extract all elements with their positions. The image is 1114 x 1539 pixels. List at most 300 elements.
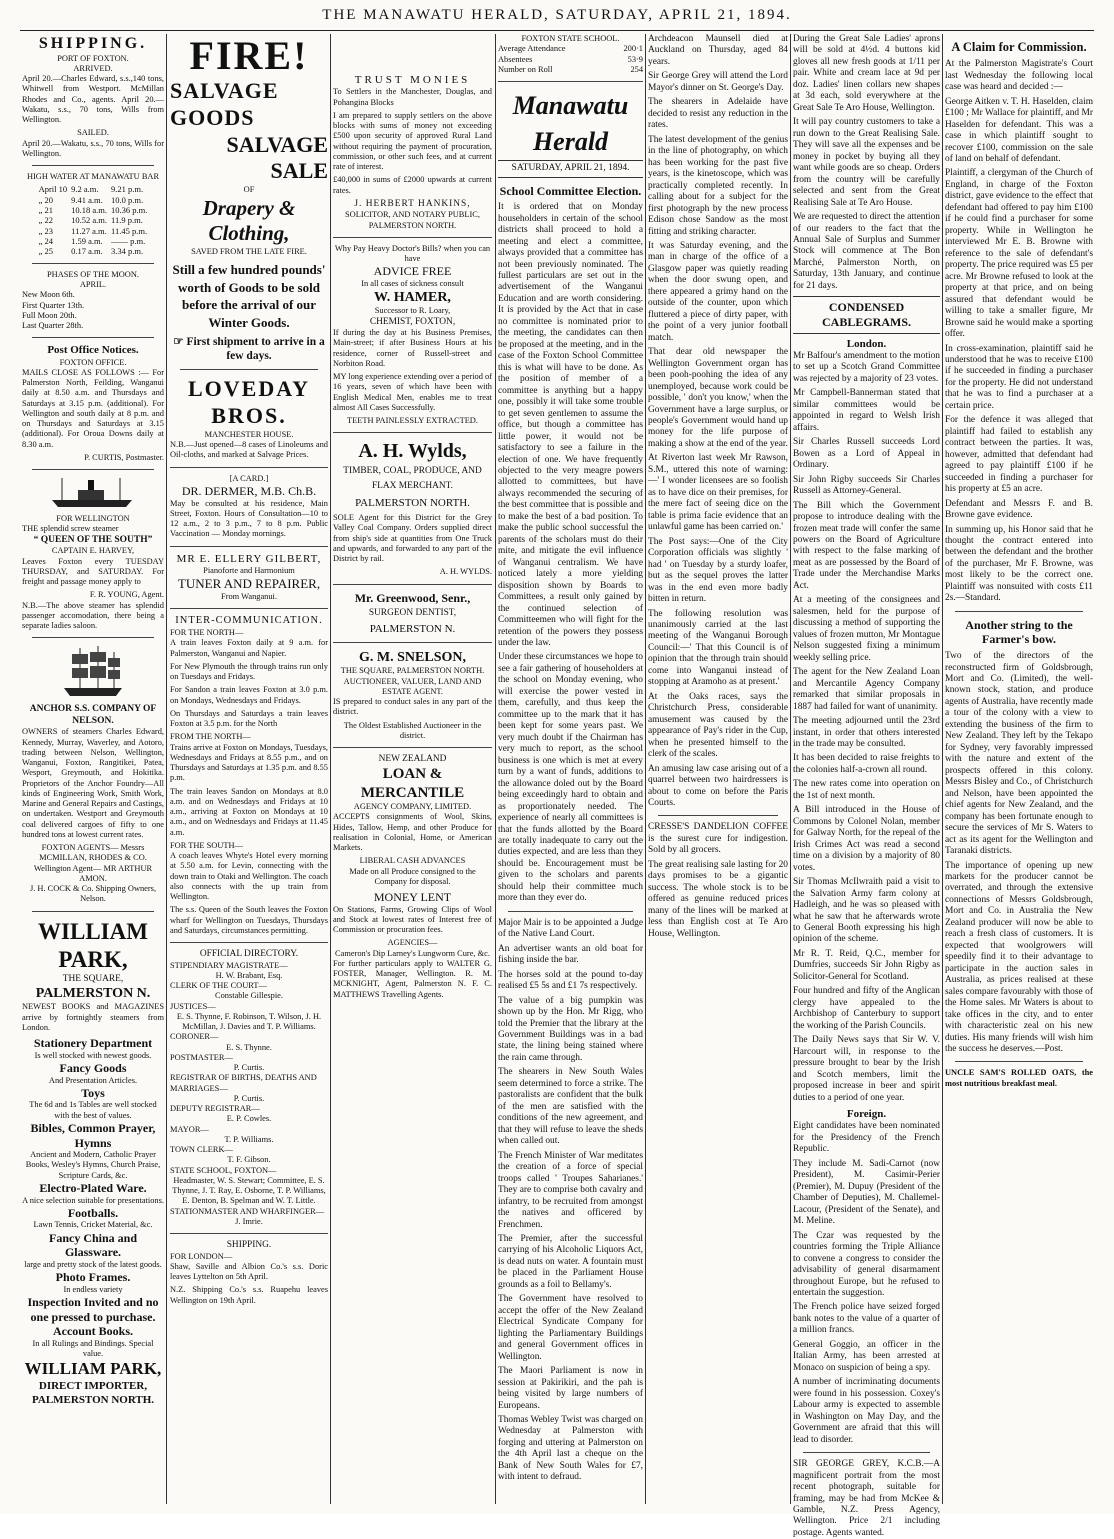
news-note: An advertiser wants an old boat for fishing inside the bar. — [498, 943, 643, 966]
saved-label: SAVED FROM THE LATE FIRE. — [191, 246, 307, 256]
william-park-item-text: A nice selection suitable for presentations. — [22, 1195, 164, 1205]
sailing-ship-icon — [58, 644, 128, 700]
farmer-paragraph: The importance of opening up new markets for the producer cannot be overrated, and through the extensive connections of Messrs Goldsbrough, Mort and Co. in Australia the New Zealand producer will now be able to reach a fresh class of customers. It is expected that woolgrowers will speedily find it to their advantage to participate in the auction sales in Australia, as prices realised at these sales compare favourably with those of the Home sales. Mr Waters is about to take offices in the city, and to enter with characteristic zeal on his new duties. His many friends will wish him the success he deserves.—Post. — [945, 860, 1093, 1054]
high-water-cell: 1.59 a.m. — [71, 236, 103, 247]
news-note: Thomas Webley Twist was charged on Wednesday at Palmerston with forging and uttering at Palmerston on the 4th April last a cheque on the Bank of New South Wales for £7, with intent to defraud. — [498, 1415, 643, 1483]
news-paragraph: Archdeacon Maunsell died at Auckland on Thursday, aged 84 years. — [648, 34, 788, 67]
anchor-agents: FOXTON AGENTS— Messrs MCMILLAN, RHODES & CO. — [39, 843, 147, 863]
column-rule — [330, 34, 331, 1504]
directory-office: REGISTRAR OF BIRTHS, DEATHS AND MARRIAGES— — [170, 1073, 317, 1093]
high-water-cell: April 10 — [38, 184, 68, 195]
foreign-cable: They include M. Sadi-Carnot (now President), M. Casimir-Perier (Premier), M. Dupuy (President of the Chamber of Deputies), M. Challemel-Lacour, (President of the Senate), and M. Meline. — [793, 1158, 940, 1227]
money-lent: MONEY LENT — [373, 890, 452, 905]
south-text-2: The s.s. Queen of the South leaves the Foxton wharf for Wellington on Tuesdays, Thursdays and Saturdays, circumstances permitting. — [170, 905, 328, 935]
inter-communication-title: INTER-COMMUNICATION. — [175, 615, 323, 627]
greenwood-name: Mr. Greenwood, Senr., — [354, 590, 471, 605]
north-text-3: For Sandon a train leaves Foxton at 3.0 p.m. on Mondays, Wednesdays and Fridays. — [170, 685, 328, 705]
loveday-nb: N.B.—Just opened—8 cases of Linoleums and Oil-cloths, and marked at Salvage Prices. — [170, 440, 328, 460]
farmer-headline: Another string to the Farmer's bow. — [965, 617, 1073, 647]
absentees-label: Absentees — [498, 54, 533, 64]
sole-agent-text: SOLE Agent for this District for the Grey Valley Coal Company. Orders supplied direct from ship's side at quantities from One Truck and upwards, and forwarded to any part of the District by rail. — [333, 513, 492, 564]
divider — [32, 637, 154, 638]
london-cable: Four hundred and fifty of the Anglican clergy have appealed to the Archbishop of Canterbury to support the working of the Parish Councils. — [793, 986, 940, 1031]
william-park-item-text: Ancient and Modern, Catholic Prayer Books, Wesley's Hymns, Church Praise, Scripture Cards, &c. — [25, 1150, 161, 1180]
snelson-name: G. M. SNELSON, — [359, 650, 466, 666]
shipping-2-title: SHIPPING. — [226, 1240, 272, 1251]
news-paragraph: Sir George Grey will attend the Lord Mayor's dinner on St. George's Day. — [648, 71, 788, 93]
liberal-cash: LIBERAL CASH ADVANCES — [359, 856, 466, 866]
claim-paragraph: In cross-examination, plaintiff said he understood that he was to receive £100 if he succeeded in finding a purchaser for the property. He did not understand that he was to find a purchaser at a certain price. — [945, 343, 1093, 411]
william-park-item-text: And Presentation Articles. — [48, 1075, 138, 1085]
directory-holder: T. P. Williams. — [224, 1134, 274, 1144]
directory-office: TOWN CLERK— — [170, 1145, 233, 1155]
captain-name: CAPTAIN E. HARVEY, — [51, 546, 135, 556]
news-note: Major Mair is to be appointed a Judge of the Native Land Court. — [498, 917, 643, 940]
moon-phase: New Moon 6th. — [22, 290, 75, 300]
claim-paragraph: In summing up, his Honor said that he thought the contract entered into between the defendant and the brother of the purchaser, Mr F. Browne, was most likely to be the correct one. Plaintiff was nonsuited with costs £11 2s.—Standard. — [945, 524, 1093, 604]
leader-para-2: Under these circumstances we hope to see a fair gathering of householders at the school on Monday evening, who will exercise the power vested in them, carefully, and thus keep the committee up to the mark that it has been kept for some years past. We very much doubt if the Chairman has very much to report, as the school business is one which is met at every turn by a want of funds, additions to the allowance doled out by the Board being exceedingly hard to obtain and as proportionately needed. The experience of nearly all committees is that the funds allotted by the Board are totally inadequate to carry out the duties expected, and are less than they should be. Encouragement must be given to the scholars and parents should help their committee much more than they ever do. — [498, 652, 643, 904]
william-park-item-title: Stationery Department — [33, 1036, 153, 1051]
divider — [170, 608, 328, 609]
column-rule — [495, 34, 496, 1504]
william-park-town: PALMERSTON N. — [35, 986, 151, 1002]
further-particulars: For further particulars apply to WALTER G. FOSTER, Manager, Wellington. R. M. MCKNIGHT, Agent, Palmerston N. F. C. MATTHEWS Travelling Agents. — [333, 958, 492, 999]
card-label: [A CARD.] — [229, 473, 269, 483]
high-water-cell: 9.2 a.m. — [71, 184, 99, 195]
divider — [32, 337, 154, 338]
london-cable: The new rates come into operation on the 1st of next month. — [793, 779, 940, 801]
trust-monies-3: £40,000 in sums of £2000 upwards at current rates. — [333, 175, 492, 195]
column-rule — [166, 34, 167, 1504]
advice-free: ADVICE FREE — [373, 264, 452, 279]
directory-office: MAYOR— — [170, 1124, 209, 1134]
directory-holder: E. S. Thynne. — [226, 1042, 272, 1052]
divider — [32, 165, 154, 166]
high-water-cell: 9.41 a.m. — [71, 194, 103, 205]
of-label: OF — [243, 185, 255, 195]
paper-date: SATURDAY, APRIL 21, 1894. — [498, 160, 643, 178]
directory-office: STATIONMASTER AND WHARFINGER— — [170, 1206, 325, 1216]
moon-list — [22, 290, 164, 331]
official-directory-title: OFFICIAL DIRECTORY. — [199, 949, 299, 960]
farmer-paragraph: Two of the directors of the reconstructed firm of Goldsbrough, Mort and Co. (Limited), the well-known stock, station, and produce agents of Australia, have recently made a tour of the colony with a view to extending the business of the firm to New Zealand. They left by the Tekapo for Sydney, very favorably impressed with the nature and extent of the prospects offered in this colony. Messrs Bisley and Co., of Christchurch and Nelson, have been appointed the chief agents for New Zealand, and the company has been fortunate enough to secure the services of Mr S. Waters to act as its agent for the Wellington and Taranaki districts. — [945, 651, 1093, 857]
agencies-text: Cameron's Dip Larney's Lungworm Cure, &c. — [335, 948, 490, 958]
william-park-item-title: Photo Frames. — [55, 1270, 131, 1285]
for-south-label: FOR THE SOUTH— — [170, 840, 243, 850]
claim-paragraph: Defendant and Messrs F. and B. Browne gave evidence. — [945, 498, 1093, 521]
first-shipment-text: First shipment to arrive in a few days. — [186, 336, 325, 363]
arrived-label: ARRIVED. — [73, 63, 113, 73]
claim-paragraphs — [945, 59, 1093, 605]
high-water-cell: 11.27 a.m. — [71, 225, 107, 236]
for-wellington-text: Leaves Foxton every TUESDAY THURSDAY, and SATURDAY. For freight and passage money apply to — [22, 556, 164, 587]
paper-logo: Manawatu Herald — [512, 91, 629, 156]
port-label: PORT OF FOXTON. — [57, 53, 129, 63]
william-park-item-title: Toys — [81, 1085, 105, 1100]
william-park-title: WILLIAM PARK, — [38, 918, 148, 972]
from-north-text-1: Trains arrive at Foxton on Mondays, Tuesdays, Wednesdays and Fridays at 8.55 p.m., and on Thursdays and Saturdays at 1.35 p.m. and 8.55 p.m. — [170, 742, 328, 783]
direct-importer: DIRECT IMPORTER, — [38, 1380, 148, 1393]
moon-month: APRIL. — [79, 280, 107, 290]
experience-text: MY long experience extending over a period of 16 years, seven of which have been with English Medical Men, enables me to treat almost All Cases Successfully. — [333, 372, 492, 412]
surgeon-dentist: SURGEON DENTIST, — [368, 608, 457, 619]
william-park-foot: WILLIAM PARK, — [24, 1359, 162, 1379]
north-text-1: A train leaves Foxton daily at 9 a.m. for Palmerston, Wanganui and Napier. — [170, 638, 328, 658]
fire-headline: FIRE! — [189, 33, 309, 78]
london-cable: The agent for the New Zealand Loan and Mercantile Agency Company remarked that similar proposals in 1887 had failed for want of unanimity. — [793, 667, 940, 712]
agencies-label: AGENCIES— — [387, 938, 438, 948]
claim-paragraph: George Aitken v. T. H. Haselden, claim £100 ; Mr Wallace for plaintiff, and Mr Haselden for defendant. This was a case in which plaintiff sought to recover £100, commission on the sale of land on behalf of defendant. — [945, 96, 1093, 164]
william-park-item-title: Bibles, Common Prayer, Hymns — [30, 1120, 156, 1150]
london-heading: London. — [846, 337, 887, 350]
high-water-cell: „ 24 — [38, 236, 53, 247]
news-paragraph: The following resolution was unanimously carried at the last meeting of the Wanganui Borough Council:—' That this Council is of opinion that the through train should come into Wanganui instead of stopping at Aramoho as at present.' — [648, 608, 788, 688]
london-paragraphs — [793, 351, 940, 1104]
divider — [32, 263, 154, 264]
london-cable: Mr Balfour's amendment to the motion to set up a Scotch Grand Committee was rejected by a majority of 23 votes. — [793, 350, 940, 384]
hankins-town: PALMERSTON NORTH. — [368, 220, 457, 230]
farmer-paragraphs — [945, 651, 1093, 1055]
leader-headline: School Committee Election. — [499, 183, 642, 198]
drapery-clothing: Drapery & Clothing, — [202, 195, 296, 246]
news-note: The value of a big pumpkin was shown up by the Hon. Mr Rigg, who told the Premier that the library at the Government Buildings was in a bad state, the lining being stained where the rain came through. — [498, 995, 643, 1063]
chemist-foxton: CHEMIST, FOXTON, — [369, 316, 456, 327]
post-office-sub: FOXTON OFFICE. — [59, 357, 127, 367]
north-text-2: For New Plymouth the through trains run only on Tuesdays and Fridays. — [170, 661, 328, 682]
divider — [32, 911, 154, 912]
directory-holder: P. Curtis. — [233, 1063, 265, 1073]
absentees-value: 53·9 — [627, 54, 643, 64]
sale-paragraph: It will pay country customers to take a run down to the Great Realising Sale. They will save all the expenses and be money in pocket by buying all they want while goods are so cheap. Orders from the country will be carefully selected and sent from the Great Realising Sale at Te Aro House. — [793, 117, 940, 208]
william-park-item-title: Inspection Invited and no one pressed to purchase. — [27, 1295, 159, 1324]
anchor-agent2: Wellington Agent— MR ARTHUR AMON. — [33, 863, 153, 883]
doctor-text: May be consulted at his residence, Main Street, Foxton. Hours of Consultation—10 to 12 a.m., 2 to 3 p.m., 7 to 8 p.m. Public Vaccination — Monday mornings. — [170, 498, 328, 539]
post-office-sign: P. CURTIS, Postmaster. — [84, 452, 164, 462]
for-london-label: FOR LONDON— — [170, 1251, 233, 1261]
steamer-icon — [48, 476, 138, 510]
news-note: The shearers in New South Wales seem determined to force a strike. The pastoralists are confident that the bulk of the men are satisfied with the conditions of the new agreement, and that they will refuse to leave the sheds when called out. — [498, 1067, 643, 1147]
high-water-cell: 3.34 p.m. — [111, 246, 144, 257]
william-park-item-text: large and pretty stock of the latest goods. — [24, 1259, 162, 1269]
london-cable: The Bill which the Government propose to introduce dealing with the frozen meat trade will confer the same powers on the Board of Agriculture with respect to the false marking of meat as are possessed by the Board of Trade under the Merchandise Marks Act. — [793, 500, 940, 591]
directory-holder: P. Curtis. — [233, 1093, 265, 1103]
column-5 — [648, 34, 788, 1504]
news-paragraph: At the Oaks races, says the Christchurch Press, considerable amusement was caused by the appearance of Pay's rider in the Cup, when he presented himself to the clerk of the scales. — [648, 691, 788, 760]
high-water-cell: 10.52 a.m. — [71, 215, 108, 226]
anchor-text: OWNERS of steamers Charles Edward, Kennedy, Murray, Waverley, and Aotoro, trading between Nelson, Wellington, Wanganui, Foxton, Rangitikei, Patea, Wesport, Greymouth, and Hokitika. Proprietors of the Anchor Foundry—All kinds of Engineering Work, Smith Work, Marine and General Repairs and Castings, on undertaken. Westport and Greymouth coal delivered cargoes of fifty to one hundred tons at lowest current rates. — [22, 727, 164, 839]
william-park-item-text: In all Rulings and Bindings. Special value. — [32, 1338, 154, 1359]
claim-paragraph: Plaintiff, a clergyman of the Church of England, in charge of the Foxton district, gave evidence to the effect that defendant had offered to pay him £100 if he could find a purchaser for some property. While in Wellington he interviewed Mr E. B. Browne with reference to the sale of defendant's property. The price required was £5 per acre. Mr Browne refused to look at the property at that price, and on being assured that defendant would be willing to take a smaller figure, Mr Browne said he would make a sporting offer. — [945, 168, 1093, 340]
claim-headline: A Claim for Commission. — [951, 40, 1087, 54]
high-water-cell: 11.9 p.m. — [111, 215, 143, 226]
trust-monies-title: TRUST MONIES — [354, 74, 471, 86]
money-text: On Stations, Farms, Growing Clips of Wool and Stock at lowest rates of Interest free of Commission or procuration fees. — [333, 904, 492, 935]
wylds-sub: TIMBER, COAL, PRODUCE, AND FLAX MERCHANT. — [343, 465, 482, 491]
high-water-row — [37, 226, 150, 236]
divider — [333, 584, 492, 585]
column-1 — [22, 34, 164, 1504]
news-note: The Government have resolved to accept the offer of the New Zealand Electrical Syndicate Company for lighting the Parliamentary Buildings and general Government offices in Wellington. — [498, 1294, 643, 1362]
cablegrams-title: CONDENSED CABLEGRAMS. — [793, 296, 940, 333]
hamer-name: W. HAMER, — [374, 290, 451, 306]
divider — [170, 467, 328, 468]
pointing-hand-icon: ☞ — [173, 336, 187, 349]
news-note: The Premier, after the successful carrying of his Alcoholic Liquors Act, is dead nuts on water. A fountain must be placed in the Parliament House grounds as a foil to Bellamy's. — [498, 1233, 643, 1290]
column-rule — [790, 34, 791, 1504]
from-north-label: FROM THE NORTH— — [170, 732, 251, 742]
divider — [508, 911, 633, 912]
william-park-news: NEWEST BOOKS and MAGAZINES arrive by fortnightly steamers from London. — [22, 1002, 164, 1032]
directory-office: CLERK OF THE COURT— — [170, 981, 267, 991]
high-water-cell: „ 25 — [38, 246, 53, 257]
trust-monies-2: I am prepared to supply settlers on the above blocks with sums of money not exceeding £500 upon security of approved Rural Land without requiring the payment of procuration, commission, or other such fees, and at current rate of interest. — [333, 110, 492, 172]
roll-row — [498, 65, 643, 75]
high-water-row — [37, 246, 150, 256]
william-park-item-text: The 6d and 1s Tables are well stocked with the best of values. — [29, 1100, 157, 1120]
divider — [32, 469, 154, 470]
leader-para-1: It is ordered that on Monday householders in certain of the school districts shall proceed to hold a meeting and elect a committee, always provided that a committee has not been previously nominated. The fullest particulars are set out in the advertisement of the Wanganui Education and are worth considering. It is provided by the Act that in case no committee is nominated prior to the meeting, the candidates can then be proposed at the meeting, and in the case of the Foxton School Committee this is what will have to be done. As the position of member of a committee is anything but a happy one, possibly it will take some trouble to get seven gentlemen to assume the office, but though a committee has little power, it would not be satisfactory to see a failure in the election of one. We have frequently objected to the very meagre powers allotted to committees, but have always recommended the securing of the best committee that is possible and to make the best of a bad position. To make the public school successful the parents of the scholars must do their mite, and mitigate the evil influence of Wanganui centralism. We have noticed lately a more yielding disposition shown by Boards to Committees, a result only gained by the continued selection of Committeemen who will fight for the retention of the powers they possess under the law. — [498, 202, 643, 649]
london-cable: Mr R. T. Reid, Q.C., member for Dumfries, succeeds Sir John Rigby as Solicitor-General for Scotland. — [793, 948, 940, 982]
high-water-cell: „ 20 — [38, 194, 53, 205]
from-north-text-2: The train leaves Sandon on Mondays at 8.0 a.m. and on Wednesdays and Fridays at 10 a.m., arriving at Foxton on Mondays at 10 a.m., and on Wednesdays and Fridays at 11.45 a.m. — [170, 786, 328, 837]
london-cable: A Bill introduced in the House of Commons by Colonel Nolan, member for Galway North, for the repeal of the Irish Crimes Act was read a second time on a division by a majority of 80 votes. — [793, 805, 940, 873]
directory-office: CORONER— — [170, 1032, 219, 1042]
divider — [333, 642, 492, 643]
agent-sign: F. R. YOUNG, Agent. — [89, 590, 164, 600]
loveday-bros: LOVEDAY BROS. — [188, 376, 310, 429]
high-water-cell: 10.0 p.m. — [111, 194, 144, 205]
london-cable: At a meeting of the consignees and salesmen, held for the purpose of discussing a method of supporting the values of frozen mutton, Mr Montague Nelson suggested fixing a minimum weekly selling price. — [793, 595, 940, 663]
column-3 — [333, 34, 492, 1504]
column-4 — [498, 34, 643, 1504]
moon-phase: Last Quarter 28th. — [22, 321, 84, 331]
william-park-items — [22, 1036, 164, 1359]
sale-paragraph: During the Great Sale Ladies' aprons will be sold at 4½d. 4 buttons kid gloves all new fresh goods at 1/11 per pair. White and cream lace at 9d per doz. Ladies' linen collars new shapes at 3d each, sold everywhere at the Great Sale Te Aro House, Wellington. — [793, 34, 940, 113]
gilbert-name: MR E. ELLERY GILBERT, — [176, 552, 322, 565]
attendance-value: 200·1 — [623, 44, 643, 54]
official-directory-list — [170, 961, 328, 1228]
few-hundred: Still a few hundred pounds' worth of Goods to be sold before the arrival of our Winter Goods. — [172, 262, 326, 330]
divider — [170, 546, 328, 547]
divider — [170, 1233, 328, 1234]
directory-office: STATE SCHOOL, FOXTON— — [170, 1165, 277, 1175]
for-wellington-nb: N.B.—The above steamer has splendid passenger accomodation, there being a separate ladies saloon. — [22, 600, 164, 631]
london-cable: The meeting adjourned until the 23rd instant, in order that others interested in the trade may be consulted. — [793, 716, 940, 749]
directory-office: JUSTICES— — [170, 1001, 216, 1011]
william-park-item-title: Electro-Plated Ware. — [39, 1180, 147, 1195]
london-cable: Sir Thomas McIlwraith paid a visit to the Salvation Army farm colony at Hadleigh, and he was so pleased with what he saw that he afterwards wrote to General Booth expressing his high opinion of the scheme. — [793, 877, 940, 945]
column-rule — [645, 34, 646, 1504]
shipping-title: SHIPPING. — [38, 35, 148, 52]
news-notes — [498, 918, 643, 1484]
loan-mercantile: LOAN & MERCANTILE — [360, 766, 465, 801]
directory-holder: H. W. Brabant, Esq. — [215, 970, 283, 980]
foreign-cable: General Goggio, an officer in the Italian Army, has been arrested at Monaco on suspicion of being a spy. — [793, 1339, 940, 1373]
foreign-cable: The Czar was requested by the countries forming the Triple Alliance to convene a congress to consider the advisability of general disarmament throughout Europe, but he refused to entertain the suggestion. — [793, 1230, 940, 1298]
first-shipment — [170, 335, 328, 363]
why-pay: Why Pay Heavy Doctor's Bills? when you can have — [334, 243, 491, 264]
divider — [170, 942, 328, 943]
william-park-item-text: In endless variety — [63, 1284, 123, 1294]
liberal-text: Made on all Produce consigned to the Company for disposal. — [349, 866, 476, 886]
high-water-row — [37, 205, 150, 215]
divider — [955, 611, 1083, 612]
high-water-row — [37, 215, 150, 225]
directory-holder: Constable Gillespie. — [215, 991, 283, 1001]
gilbert-sub: Pianoforte and Harmonium — [203, 565, 295, 575]
london-cable: Mr Campbell-Bannerman stated that similar committees would be appointed in regard to Welsh Irish affairs. — [793, 388, 940, 433]
high-water-cell: —— p.m. — [111, 236, 146, 247]
claim-paragraph: At the Palmerston Magistrate's Court last Wednesday the following local case was heard and decided :— — [945, 59, 1093, 93]
london-cable: Sir Charles Russell succeeds Lord Bowen as a Lord of Appeal in Ordinary. — [793, 437, 940, 471]
doctor-name: DR. DERMER, M.B. Ch.B. — [181, 483, 317, 498]
directory-holder: T. F. Gibson. — [227, 1155, 271, 1165]
william-park-item-title: Fancy Goods — [59, 1060, 127, 1075]
high-water-row — [37, 184, 150, 194]
masthead: THE MANAWATU HERALD, SATURDAY, APRIL 21, 1894. — [322, 7, 792, 23]
for-north-label: FOR THE NORTH— — [170, 628, 244, 638]
news-paragraph: The Post says:—One of the City Corporation officials was slightly ' had ' on Tuesday by a sturdy loafer, but as the sequel proves the latter was in the end even more badly bitten in return. — [648, 536, 788, 605]
salvage-goods: SALVAGE GOODS — [170, 78, 279, 130]
directory-holder: Headmaster, W. S. Stewart; Committee, E. S. Thynne, J. T. Ray, E. Osborne, T. P. Williams, E. Denton, B. Spelman and W. T. Little. — [172, 1175, 326, 1206]
news-paragraphs — [648, 34, 788, 809]
uncle-sams-oats: UNCLE SAM'S ROLLED OATS, the most nutritious breakfast meal. — [945, 1068, 1093, 1088]
william-park-square: THE SQUARE, — [62, 973, 124, 984]
claim-paragraph: For the defence it was alleged that plaintiff had failed to establish any contract between the parties. It was, however, admitted that defendant had agreed to pay plaintiff £100 if he succeeded in finding a purchaser for his property at £5 an acre. — [945, 415, 1093, 495]
news-paragraph: That dear old newspaper the Wellington Government organ has been pooh-poohing the idea of any unemployed, because work could be possible, ' don't you know,' when the Government have a large surplus, or people's Government would hand up money for the life purpose of making a show at the end of the year. — [648, 347, 788, 449]
high-water-cell: „ 23 — [38, 225, 53, 236]
wylds-name: A. H. Wylds, — [358, 440, 467, 463]
grey-portrait: SIR GEORGE GREY, K.C.B.—A magnificent portrait from the most recent photograph, suitable for framing, may be had from McKee & Gamble, N.Z. Press Agency, Wellington. Price 2/1 including postage. Agents wanted. — [793, 1459, 940, 1538]
directory-office: DEPUTY REGISTRAR— — [170, 1104, 260, 1114]
directory-office: POSTMASTER— — [170, 1052, 233, 1062]
realising-sale: The great realising sale lasting for 20 days promises to be a gigantic success. The whole stock is to be offered as genuine reduced prices many of the lines will be marked at less than English cost at Te Aro House, Wellington. — [648, 859, 788, 939]
divider — [333, 747, 492, 748]
high-water-row — [37, 236, 150, 246]
snelson-auctioneer: AUCTIONEER, VALUER, LAND AND ESTATE AGENT. — [343, 676, 482, 696]
salvage-sale: SALVAGE SALE — [226, 131, 328, 184]
column-2 — [170, 34, 328, 1504]
gilbert-tuner: TUNER AND REPAIRER, — [177, 576, 321, 592]
divider — [333, 237, 492, 238]
divider — [498, 81, 643, 82]
high-water-cell: 10.36 p.m. — [111, 204, 148, 215]
post-office-title: Post Office Notices. — [47, 344, 139, 357]
column-6 — [793, 34, 940, 1538]
roll-label: Number on Roll — [498, 64, 553, 74]
south-text-1: A coach leaves Whyte's Hotel every morning at 5.50 a.m. for Levin, connecting with the down train to Otaki and Wellington. The coach also connects with the up train from Wellington. — [170, 851, 328, 902]
teeth-extracted: TEETH PAINLESSLY EXTRACTED. — [347, 416, 478, 426]
north-text-4: On Thursdays and Saturdays a train leaves Foxton at 3.5 p.m. for the North — [170, 708, 328, 729]
gilbert-from: From Wanganui. — [221, 592, 277, 602]
steamer-name: “ QUEEN OF THE SOUTH” — [33, 534, 153, 545]
foreign-cable: The French police have seized forged bank notes to the value of a quarter of a million francs. — [793, 1302, 940, 1336]
high-water-title: HIGH WATER AT MANAWATU BAR — [26, 172, 160, 182]
divider — [333, 432, 492, 433]
masthead-rule — [20, 30, 1094, 31]
column-rule — [942, 34, 943, 1504]
sailed-text: April 20.—Wakatu, s.s., 70 tons, Wills for Wellington. — [22, 138, 164, 158]
anchor-sign: J. H. COCK & Co. Shipping Owners, Nelson. — [29, 884, 157, 904]
arrived-text: April 20.—Charles Edward, s.s.,140 tons, Whitwell from Westport. McMillan Rhodes and Co., agents. April 20.—Wakatu, s.s., 70 tons, Wills from Wellington. — [22, 74, 164, 125]
greenwood-town: PALMERSTON N. — [369, 622, 456, 635]
for-wellington-intro: THE splendid screw steamer — [22, 524, 119, 534]
directory-holder: J. Imrie. — [235, 1216, 263, 1226]
hankins-sub: SOLICITOR, AND NOTARY PUBLIC, — [345, 210, 480, 220]
cresse-coffee: CRESSE'S DANDELION COFFEE is the surest cure for indigestion. Sold by all grocers. — [648, 822, 788, 856]
high-water-cell: 10.18 a.m. — [71, 204, 108, 215]
shipping-2-text-1: Shaw, Saville and Albion Co.'s s.s. Doric leaves Lyttelton on 5th April. — [170, 1261, 328, 1282]
foreign-cable: A number of incriminating documents were found in his possession. Coxey's Labour army is expected to assemble in Washington on May Day, and the Government are afraid that this will lead to disorder. — [793, 1377, 940, 1445]
divider — [803, 1452, 930, 1453]
attendance-label: Average Attendance — [498, 44, 566, 54]
news-paragraph: At Riverton last week Mr Rawson, S.M., uttered this note of warning:—' I wonder licensees are so foolish as to have dice on their premises, for the mere fact of seeing dice on the table is prima facie evidence that an unlawful game has been carried on.' — [648, 453, 788, 533]
high-water-cell: „ 21 — [38, 204, 53, 215]
news-paragraph: It was Saturday evening, and the man in charge of the office of a Glasgow paper was quietly reading when the door swung open, and there appeared a grimy hand on the outside of the counter, upon which fluttered a piece of dirty paper, with the point of a very junior football match. — [648, 240, 788, 343]
news-note: The horses sold at the pound to-day realised £5 5s and £1 7s respectively. — [498, 969, 643, 992]
hamer-sub: Successor to R. Loary, — [374, 306, 451, 316]
high-water-cell: 9.21 p.m. — [111, 184, 144, 195]
roll-value: 254 — [630, 64, 643, 74]
school-title: FOXTON STATE SCHOOL. — [521, 34, 620, 43]
column-7 — [945, 34, 1093, 1504]
hamer-text: If during the day at his Business Premises, Main-street; if after Business Hours at his residence, corner of Russell-street and Norbiton Road. — [333, 328, 492, 368]
london-cable: Sir John Rigby succeeds Sir Charles Russell as Attorney-General. — [793, 474, 940, 497]
agency-company: AGENCY COMPANY, LIMITED. — [353, 802, 472, 812]
attendance-row — [498, 44, 643, 54]
moon-phase: First Quarter 13th. — [22, 300, 85, 310]
william-park-item-title: Footballs. — [67, 1205, 119, 1220]
sailed-label: SAILED. — [77, 128, 109, 138]
sale-paragraphs — [793, 34, 940, 292]
high-water-cell: „ 22 — [38, 215, 53, 226]
london-cable: It has been decided to raise freights to the colonies half-a-crown all round. — [793, 753, 940, 775]
divider — [180, 369, 318, 370]
william-park-item-title: Fancy China and Glassware. — [48, 1230, 138, 1260]
anchor-title: ANCHOR S.S. COMPANY OF NELSON. — [29, 704, 157, 726]
news-paragraph: The shearers in Adelaide have decided to resist any reduction in the rates. — [648, 97, 788, 131]
manchester-house: MANCHESTER HOUSE. — [204, 429, 294, 439]
high-water-cell: 0.17 a.m. — [71, 246, 103, 257]
high-water-table — [37, 184, 150, 257]
moon-phase: Full Moon 20th. — [22, 310, 77, 320]
foreign-heading: Foreign. — [846, 1108, 887, 1121]
news-note: The French Minister of War meditates the creation of a force of special troops called ' Troupes Saharianes.' They are to comprise both cavalry and infantry, to be recruited from amongst the natives and officered by Frenchmen. — [498, 1150, 643, 1230]
directory-holder: E. S. Thynne, F. Robinson, T. Wilson, J. H. McMillan, J. Davies and T. P. Williams. — [176, 1011, 322, 1032]
william-park-item-text: Is well stocked with newest goods. — [34, 1050, 152, 1060]
wylds-sign: A. H. WYLDS. — [439, 567, 492, 577]
nz-label: NEW ZEALAND — [378, 754, 447, 765]
sale-paragraph: We are requested to direct the attention of our readers to the fact that the Annual Sale of Surplus and Summer Stock will commence at The Bon Marché, Palmerston North, on Saturday, 13th January, and continue for 21 days. — [793, 212, 940, 291]
snelson-text: IS prepared to conduct sales in any part of the district. — [333, 697, 492, 717]
all-cases: In all cases of sickness consult — [361, 279, 464, 288]
divider — [658, 815, 778, 816]
trust-monies-1: To Settlers in the Manchester, Douglas, and Pohangina Blocks — [333, 87, 492, 107]
post-office-text: MAILS CLOSE AS FOLLOWS :— For Palmerston North, Feilding, Wanganui daily at 8.50 a.m. and Thursdays and Saturdays at 3.15 p.m. (additional). For Wellington and south daily at 8 p.m. and on Thursdays and Saturdays at 3.15 (additional). For Oroua Downs daily at 8.30 a.m. — [22, 367, 164, 449]
london-cable: The Daily News says that Sir W. V. Harcourt will, in response to the pressure brought to bear by the Irish and Scotch members, limit the proposed increase in beer and spirit duties to a period of one year. — [793, 1035, 940, 1103]
for-wellington-title: FOR WELLINGTON — [56, 514, 130, 524]
foreign-cable: Eight candidates have been nominated for the Presidency of the French Republic. — [793, 1121, 940, 1155]
william-park-item-text: Lawn Tennis, Cricket Material, &c. — [33, 1220, 153, 1230]
snelson-sub: THE SQUARE, PALMERSTON NORTH. — [340, 666, 485, 676]
directory-office: STIPENDIARY MAGISTRATE— — [170, 960, 288, 970]
agency-text: ACCEPTS consignments of Wool, Skins, Hides, Tallow, Hemp, and other Produce for realisation in Colonial, Home, or American Markets. — [333, 812, 492, 853]
snelson-oldest: The Oldest Established Auctioneer in the district. — [343, 720, 482, 740]
directory-holder: E. P. Cowles. — [226, 1114, 272, 1124]
absentees-row — [498, 55, 643, 65]
news-paragraph: The latest development of the genius in the line of photography, on which has been working for the past five years, is the kinetoscope, which was practically completed recently. In calling about for a subject for the first photograph by the new process Edison chose Sandow as the most fitting and striking character. — [648, 134, 788, 237]
moon-title: PHASES OF THE MOON. — [47, 269, 139, 279]
